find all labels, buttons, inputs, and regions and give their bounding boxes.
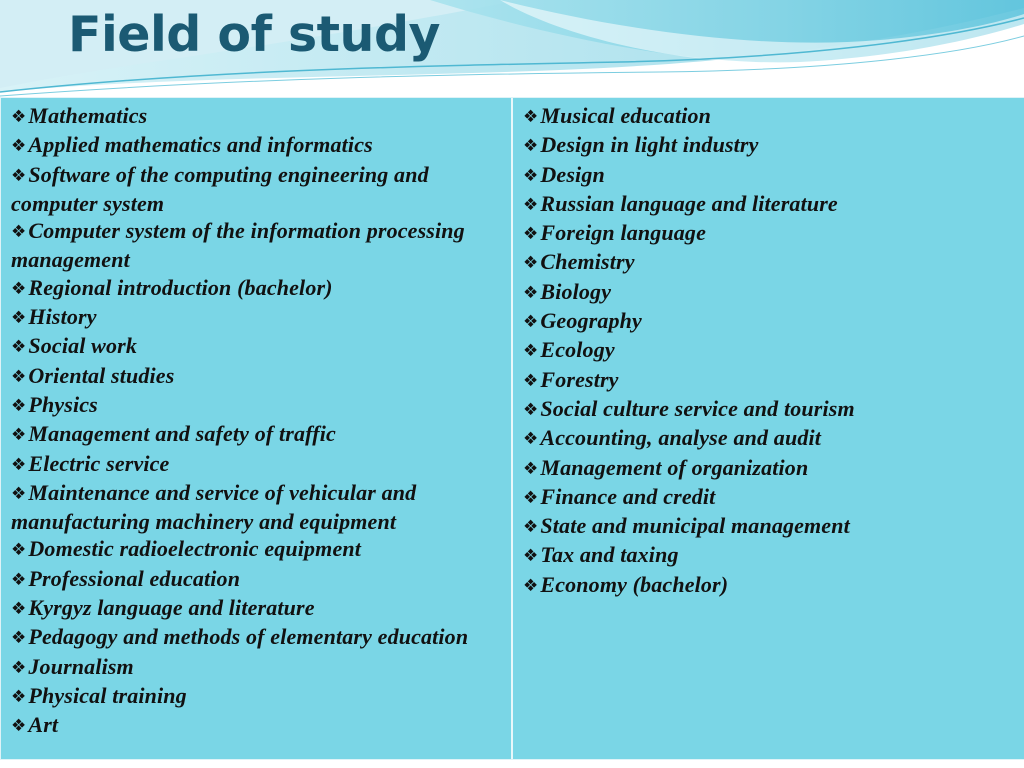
- diamond-bullet-icon: ❖: [11, 425, 27, 446]
- diamond-bullet-icon: ❖: [523, 458, 539, 479]
- list-item: [523, 424, 1016, 453]
- diamond-bullet-icon: ❖: [11, 395, 27, 416]
- study-field-label: Design: [540, 161, 605, 187]
- study-field-label: Physical training: [28, 682, 187, 708]
- list-item: [523, 512, 1016, 541]
- study-field-label: Tax and taxing: [540, 542, 679, 568]
- diamond-bullet-icon: ❖: [523, 429, 539, 450]
- list-item: [11, 131, 503, 160]
- study-field-label: Musical education: [540, 103, 712, 128]
- list-item: [11, 711, 503, 740]
- diamond-bullet-icon: ❖: [11, 540, 27, 561]
- diamond-bullet-icon: ❖: [523, 224, 539, 245]
- table-column-left: [1, 98, 513, 759]
- list-item: [11, 450, 503, 479]
- study-field-label: Journalism: [28, 653, 134, 679]
- study-field-label: Russian language and literature: [540, 190, 838, 216]
- diamond-bullet-icon: ❖: [523, 517, 539, 538]
- list-item: [523, 366, 1016, 395]
- list-item: [523, 278, 1016, 307]
- study-field-label: Management and safety of traffic: [28, 421, 336, 447]
- study-field-label: Management of organization: [540, 454, 809, 480]
- diamond-bullet-icon: ❖: [523, 136, 539, 157]
- diamond-bullet-icon: ❖: [11, 483, 27, 504]
- diamond-bullet-icon: ❖: [523, 487, 539, 508]
- study-field-label: Software of the computing engineering and computer system: [11, 161, 429, 216]
- diamond-bullet-icon: ❖: [11, 454, 27, 475]
- study-field-label: Forestry: [540, 366, 619, 392]
- diamond-bullet-icon: ❖: [523, 253, 539, 274]
- field-of-study-table: [0, 97, 1024, 760]
- list-item: [11, 332, 503, 361]
- list-item: [523, 571, 1016, 600]
- study-field-label: History: [28, 304, 97, 330]
- diamond-bullet-icon: ❖: [11, 657, 27, 678]
- study-field-label: Electric service: [28, 450, 170, 476]
- study-field-label: Applied mathematics and informatics: [28, 132, 373, 158]
- diamond-bullet-icon: ❖: [523, 575, 539, 596]
- diamond-bullet-icon: ❖: [523, 312, 539, 333]
- slide-title: Field of study: [68, 6, 440, 63]
- list-item: [11, 161, 503, 218]
- diamond-bullet-icon: ❖: [523, 282, 539, 303]
- list-item: [11, 682, 503, 711]
- diamond-bullet-icon: ❖: [523, 107, 539, 127]
- study-field-label: Physics: [28, 391, 98, 417]
- list-item: [523, 219, 1016, 248]
- diamond-bullet-icon: ❖: [523, 341, 539, 362]
- list-item: [11, 391, 503, 420]
- list-item: [523, 483, 1016, 512]
- study-field-label: Mathematics: [28, 103, 148, 128]
- list-item: [523, 131, 1016, 160]
- study-field-label: Maintenance and service of vehicular and manufacturing machinery and equipment: [11, 479, 417, 535]
- diamond-bullet-icon: ❖: [11, 686, 27, 707]
- list-item: [11, 420, 503, 449]
- list-item: [523, 395, 1016, 424]
- study-field-label: Professional education: [28, 565, 241, 591]
- diamond-bullet-icon: ❖: [11, 599, 27, 620]
- diamond-bullet-icon: ❖: [11, 366, 27, 387]
- list-item: [523, 102, 1016, 131]
- diamond-bullet-icon: ❖: [523, 399, 539, 420]
- diamond-bullet-icon: ❖: [523, 194, 539, 215]
- list-item: [11, 303, 503, 332]
- list-item: [11, 594, 503, 623]
- study-field-label: Art: [28, 712, 59, 738]
- diamond-bullet-icon: ❖: [11, 628, 27, 649]
- study-field-label: Foreign language: [540, 220, 706, 246]
- study-field-label: Chemistry: [540, 249, 635, 275]
- list-item: [11, 565, 503, 594]
- diamond-bullet-icon: ❖: [11, 107, 27, 127]
- list-item: [11, 217, 503, 274]
- study-field-list-left: [11, 102, 503, 741]
- study-field-label: Computer system of the information processing management: [11, 218, 465, 273]
- study-field-label: Social work: [28, 333, 138, 359]
- diamond-bullet-icon: ❖: [523, 546, 539, 567]
- list-item: [523, 541, 1016, 570]
- slide-header: [0, 0, 1024, 97]
- table-column-right: [513, 98, 1024, 759]
- diamond-bullet-icon: ❖: [11, 136, 27, 157]
- list-item: [11, 362, 503, 391]
- diamond-bullet-icon: ❖: [11, 716, 27, 737]
- diamond-bullet-icon: ❖: [11, 165, 27, 186]
- study-field-label: Kyrgyz language and literature: [28, 595, 315, 621]
- list-item: [523, 336, 1016, 365]
- list-item: [11, 102, 503, 131]
- list-item: [11, 623, 503, 652]
- study-field-label: Accounting, analyse and audit: [540, 425, 822, 451]
- study-field-label: Social culture service and tourism: [540, 395, 855, 421]
- study-field-label: Domestic radioelectronic equipment: [28, 536, 362, 562]
- study-field-list-right: [523, 102, 1016, 600]
- study-field-label: Oriental studies: [28, 362, 175, 388]
- study-field-label: Regional introduction (bachelor): [28, 274, 333, 300]
- diamond-bullet-icon: ❖: [523, 370, 539, 391]
- list-item: [523, 190, 1016, 219]
- diamond-bullet-icon: ❖: [523, 165, 539, 186]
- study-field-label: Biology: [540, 278, 612, 304]
- diamond-bullet-icon: ❖: [11, 569, 27, 590]
- diamond-bullet-icon: ❖: [11, 337, 27, 358]
- list-item: [11, 479, 503, 536]
- diamond-bullet-icon: ❖: [11, 278, 27, 299]
- study-field-label: Geography: [540, 308, 642, 334]
- study-field-label: Ecology: [540, 337, 615, 363]
- study-field-label: Pedagogy and methods of elementary education: [28, 624, 469, 650]
- list-item: [523, 307, 1016, 336]
- diamond-bullet-icon: ❖: [11, 222, 27, 243]
- list-item: [523, 248, 1016, 277]
- study-field-label: Design in light industry: [540, 132, 759, 158]
- study-field-label: Economy (bachelor): [540, 571, 729, 597]
- study-field-label: Finance and credit: [540, 483, 716, 509]
- diamond-bullet-icon: ❖: [11, 308, 27, 329]
- list-item: [523, 161, 1016, 190]
- study-field-label: State and municipal management: [540, 513, 850, 539]
- list-item: [11, 653, 503, 682]
- list-item: [11, 535, 503, 564]
- list-item: [11, 274, 503, 303]
- list-item: [523, 454, 1016, 483]
